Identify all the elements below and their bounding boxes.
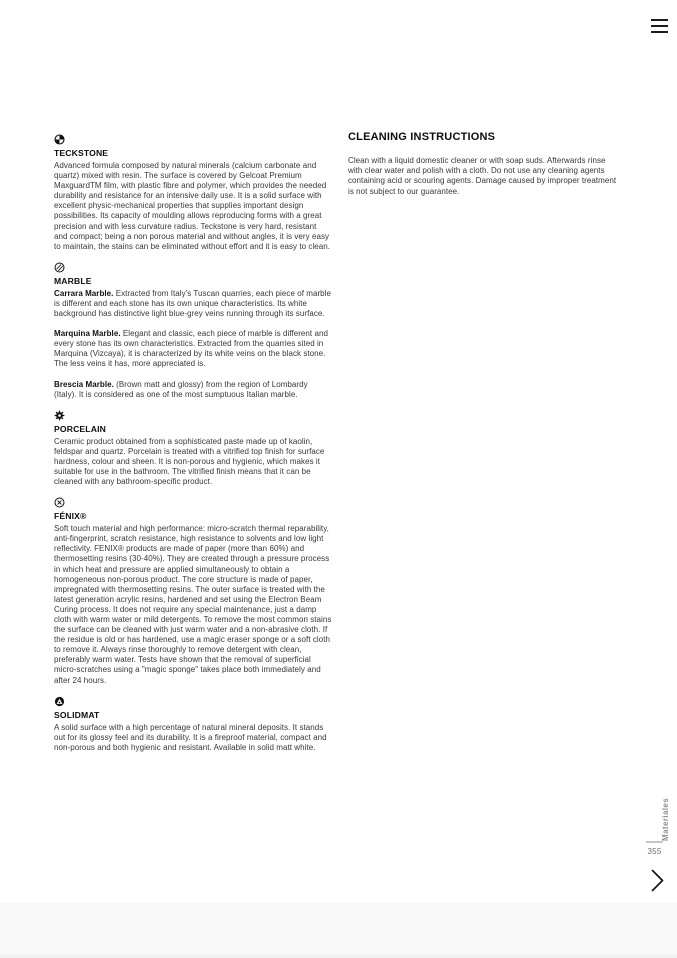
circle-x-icon (54, 497, 65, 508)
material-paragraph: Carrara Marble. Extracted from Italy's Tuscan quarries, each piece of marble is different and each stone has its own unique characteristics. Its white background has distinctive light blue-grey veins running through its surface. (54, 288, 332, 319)
material-title: SOLIDMAT (54, 709, 100, 720)
gear-icon (54, 410, 65, 421)
material-paragraph: Brescia Marble. (Brown matt and glossy) from the region of Lombardy (Italy). It is considered as one of the most sumptuous Italian marble. (54, 379, 308, 399)
marble-vein-circle-icon (54, 262, 65, 273)
material-paragraph-lead: Carrara Marble. (54, 288, 116, 298)
cleaning-instructions-title: CLEANING INSTRUCTIONS (348, 131, 496, 143)
circle-triangle-icon (54, 696, 65, 707)
material-section-porcelain (54, 410, 332, 487)
quarter-circle-icon (54, 134, 65, 145)
material-paragraph: Soft touch material and high performance: micro-scratch thermal reparability, anti-fingerprint, scratch resistance, high resistance to solvents and low light reflectivity. FENIX® products are made of paper (more than 60%) and thermosetting resins (30-40%). They are created through a pressure process in which heat and pressure are applied simultaneously to obtain a homogeneous non-porous product. The core structure is made of paper, impregnated with thermosetting resins. The outer surface is treated with the latest generation acrylic resins, hardened and set using the Electron Beam Curing process. It does not require any special maintenance, just a damp cloth with warm water or mild detergents. To remove the most common stains the surface can be cleaned with just warm water and a non-abrasive cloth. If the residue is old or has hardened, use a magic eraser sponge or a soft cloth to remove it. Always rinse thoroughly to remove detergent with clean, preferably warm water. Tests have shown that the removal of superficial micro-scratches using a "magic sponge" takes place both immediately and after 24 hours. (54, 524, 332, 685)
material-section-marble (54, 262, 332, 400)
cleaning-column (348, 131, 618, 197)
material-paragraph-lead: Marquina Marble. (54, 329, 123, 339)
materials-column (54, 134, 332, 763)
material-title: PORCELAIN (54, 423, 106, 434)
material-title: TECKSTONE (54, 148, 109, 158)
hamburger-menu-icon[interactable] (651, 19, 668, 33)
material-section-solidmat (54, 696, 332, 753)
side-rule-divider (646, 841, 663, 843)
material-paragraph-lead: Brescia Marble. (54, 379, 117, 389)
material-sections (54, 134, 332, 753)
material-section-fnix (54, 497, 332, 686)
material-paragraph: Ceramic product obtained from a sophisticated paste made up of kaolin, feldspar and quartz. Porcelain is treated with a vitrified top finish for surface hardness, colour and sheen. It is non-porous and hygienic, which makes it suitable for use in the bathroom. The vitrified finish means that it can be cleaned with any bathroom-specific product. (54, 436, 325, 487)
bottom-background-band (0, 903, 677, 958)
section-side-label: Materiales (661, 797, 670, 841)
material-section-teckstone (54, 134, 332, 252)
material-paragraph: Advanced formula composed by natural minerals (calcium carbonate and quartz) mixed with resin. The surface is covered by Gelcoat Premium MaxguardTM film, with plastic fibre and polymer, which provides the needed durability and resistance for an intensive daily use. It is a solid surface with excellent physic-mechanical properties that supplies important design possibilities. Its capacity of moulding allows reproducing forms with a great precision and with less curvature radius. Teckstone is very hard, resistant and compact; being a non porous material and without angles, it is very easy to maintain, the stains can be eliminated without effort and it is easy to clean. (54, 161, 331, 251)
next-page-chevron-icon[interactable] (649, 868, 666, 893)
cleaning-instructions-body: Clean with a liquid domestic cleaner or with soap suds. Afterwards rinse with clear water and polish with a cloth. Do not use any cleaning agents containing acid or scouring agents. Damage caused by improper treatment is not subject to our guarantee. (348, 156, 617, 196)
material-title: FÉNIX® (54, 511, 87, 522)
material-title: MARBLE (54, 275, 92, 286)
page-number: 355 (647, 847, 662, 856)
material-paragraph: A solid surface with a high percentage of natural mineral deposits. It stands out for its glossy feel and its durability. It is a fireproof material, compact and non-porous and both hygienic and resistant. Available in solid matt white. (54, 722, 327, 752)
material-paragraph: Marquina Marble. Elegant and classic, each piece of marble is different and every stone has its own characteristics. Extracted from the quarries sited in Marquina (Vizcaya), it is characterized by its white veins on the black stone. The less veins it has, more appreciated is. (54, 329, 328, 369)
